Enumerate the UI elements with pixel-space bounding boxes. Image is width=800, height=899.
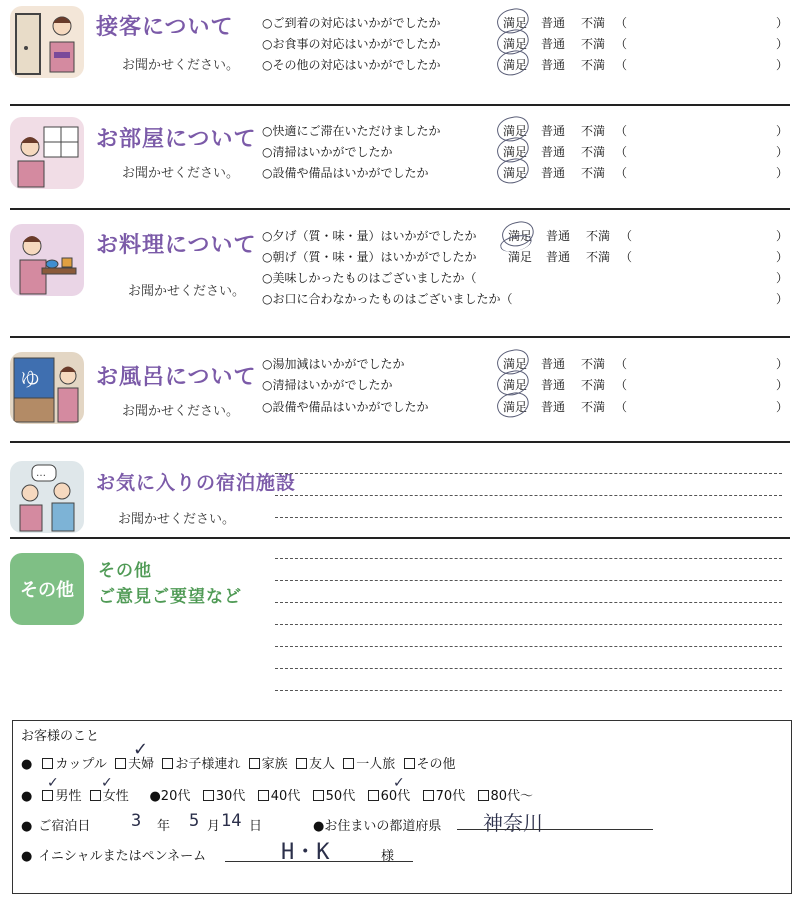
favorite-subtitle: お聞かせください。 xyxy=(118,512,236,527)
question-food-disliked: ○お口に合わなかったものはございましたか（ xyxy=(262,292,513,306)
rating-normal[interactable]: 普通 xyxy=(541,378,566,392)
couple-chatting-illustration xyxy=(10,461,84,533)
checkbox[interactable] xyxy=(258,790,269,801)
other-label-badge xyxy=(10,553,84,625)
checkbox[interactable] xyxy=(478,790,489,801)
checkbox[interactable] xyxy=(162,758,173,769)
customer-info-box xyxy=(12,720,792,894)
rating-normal[interactable]: 普通 xyxy=(541,357,566,371)
age-option[interactable]: 30代 xyxy=(203,789,246,804)
question-food-dinner: ○夕げ（質・味・量）はいかがでしたか xyxy=(262,229,477,243)
checkmark-couple: ✓ xyxy=(133,739,149,760)
age-option[interactable]: 80代～ xyxy=(478,789,534,804)
rating-unsatisfied[interactable]: 不満 xyxy=(581,124,606,138)
staff-at-door-illustration xyxy=(10,6,84,78)
stay-year-value[interactable]: 3 xyxy=(131,811,142,831)
rating-satisfied[interactable]: 満足 xyxy=(503,124,528,138)
year-label: 年 xyxy=(157,819,171,834)
rating-satisfied[interactable]: 満足 xyxy=(503,400,528,414)
open-paren: （ xyxy=(615,37,628,51)
other-title-line1: その他 xyxy=(98,561,152,581)
rating-unsatisfied[interactable]: 不満 xyxy=(581,378,606,392)
age-option[interactable]: 60代 xyxy=(368,789,411,804)
checkbox[interactable] xyxy=(249,758,260,769)
checkbox[interactable] xyxy=(42,790,53,801)
rating-normal[interactable]: 普通 xyxy=(541,16,566,30)
rating-unsatisfied[interactable]: 不満 xyxy=(581,400,606,414)
rating-normal[interactable]: 普通 xyxy=(541,58,566,72)
companion-option[interactable]: 一人旅 xyxy=(343,757,395,772)
answer-line[interactable] xyxy=(275,668,782,669)
close-paren: ） xyxy=(776,58,789,72)
close-paren: ） xyxy=(776,124,789,138)
checkbox[interactable] xyxy=(203,790,214,801)
close-paren: ） xyxy=(776,16,789,30)
rating-satisfied[interactable]: 満足 xyxy=(503,166,528,180)
favorite-title: お気に入りの宿泊施設 xyxy=(96,472,297,494)
bullet: ● xyxy=(21,789,33,804)
question-food-breakfast: ○朝げ（質・味・量）はいかがでしたか xyxy=(262,250,477,264)
rating-satisfied[interactable]: 満足 xyxy=(503,357,528,371)
open-paren: （ xyxy=(620,229,633,243)
divider xyxy=(10,208,790,210)
checkbox[interactable] xyxy=(423,790,434,801)
bullet: ● xyxy=(21,849,33,864)
companion-option[interactable]: 友人 xyxy=(296,757,335,772)
svg-text:…: … xyxy=(36,468,46,479)
name-underline xyxy=(225,861,413,862)
close-paren: ） xyxy=(776,292,789,306)
customer-heading: お客様のこと xyxy=(21,729,100,744)
rating-unsatisfied[interactable]: 不満 xyxy=(586,250,611,264)
checkbox[interactable] xyxy=(115,758,126,769)
name-row xyxy=(21,845,206,864)
close-paren: ） xyxy=(776,37,789,51)
close-paren: ） xyxy=(776,250,789,264)
open-paren: （ xyxy=(615,16,628,30)
question-room-comfort: ○快適にご滞在いただけましたか xyxy=(262,124,441,138)
divider xyxy=(10,104,790,106)
rating-normal[interactable]: 普通 xyxy=(546,229,571,243)
answer-line[interactable] xyxy=(275,558,782,559)
open-paren: （ xyxy=(615,124,628,138)
open-paren: （ xyxy=(615,145,628,159)
question-room-cleaning: ○清掃はいかがでしたか xyxy=(262,145,393,159)
prefecture-value[interactable]: 神奈川 xyxy=(483,811,543,835)
companion-option[interactable]: お子様連れ xyxy=(162,757,240,772)
close-paren: ） xyxy=(776,357,789,371)
stay-month-value[interactable]: 5 xyxy=(189,811,200,831)
checkbox[interactable] xyxy=(368,790,379,801)
answer-line[interactable] xyxy=(275,517,782,518)
food-subtitle: お聞かせください。 xyxy=(128,284,246,299)
question-bath-temperature: ○湯加減はいかがでしたか xyxy=(262,357,405,371)
checkmark-fifties: ✓ xyxy=(393,775,405,791)
close-paren: ） xyxy=(776,145,789,159)
question-room-facilities: ○設備や備品はいかがでしたか xyxy=(262,166,429,180)
checkbox[interactable] xyxy=(404,758,415,769)
rating-unsatisfied[interactable]: 不満 xyxy=(581,16,606,30)
answer-line[interactable] xyxy=(275,646,782,647)
rating-unsatisfied[interactable]: 不満 xyxy=(581,58,606,72)
rating-satisfied[interactable]: 満足 xyxy=(508,250,533,264)
question-service-arrival: ○ご到着の対応はいかがでしたか xyxy=(262,16,441,30)
close-paren: ） xyxy=(776,378,789,392)
close-paren: ） xyxy=(776,229,789,243)
answer-line[interactable] xyxy=(275,690,782,691)
bullet: ● xyxy=(21,757,33,772)
age-option[interactable]: 40代 xyxy=(258,789,301,804)
rating-normal[interactable]: 普通 xyxy=(541,124,566,138)
handwritten-circle-satisfied xyxy=(495,48,531,78)
companion-option[interactable]: その他 xyxy=(404,757,456,772)
gender-age-row xyxy=(21,785,533,804)
rating-unsatisfied[interactable]: 不満 xyxy=(581,357,606,371)
rating-satisfied[interactable]: 満足 xyxy=(508,229,533,243)
checkbox[interactable] xyxy=(296,758,307,769)
bath-curtain-illustration xyxy=(10,352,84,424)
divider xyxy=(10,336,790,338)
stay-label: ご宿泊日 xyxy=(38,819,91,834)
handwritten-circle-satisfied xyxy=(495,156,531,186)
age-option[interactable]: 50代 xyxy=(313,789,356,804)
rating-unsatisfied[interactable]: 不満 xyxy=(581,166,606,180)
bullet: ● xyxy=(21,819,33,834)
question-service-other: ○その他の対応はいかがでしたか xyxy=(262,58,441,72)
open-paren: （ xyxy=(620,250,633,264)
checkmark-female: ✓ xyxy=(101,775,113,791)
food-title: お料理について xyxy=(96,233,257,258)
question-bath-cleaning: ○清掃はいかがでしたか xyxy=(262,378,393,392)
other-title-line2: ご意見ご要望など xyxy=(98,587,242,607)
rating-unsatisfied[interactable]: 不満 xyxy=(581,145,606,159)
companion-option[interactable]: 家族 xyxy=(249,757,288,772)
room-title: お部屋について xyxy=(96,127,257,152)
close-paren: ） xyxy=(776,271,789,285)
checkbox[interactable] xyxy=(343,758,354,769)
rating-satisfied[interactable]: 満足 xyxy=(503,145,528,159)
prefecture-label: ●お住まいの都道府県 xyxy=(313,819,442,834)
gender-option[interactable]: 女性 xyxy=(90,789,129,804)
open-paren: （ xyxy=(615,378,628,392)
divider xyxy=(10,537,790,539)
prefecture-underline xyxy=(457,829,653,830)
svg-text:ゆ: ゆ xyxy=(20,367,40,391)
companion-option[interactable]: 夫婦 xyxy=(115,757,154,772)
rating-unsatisfied[interactable]: 不満 xyxy=(586,229,611,243)
answer-line[interactable] xyxy=(275,473,782,474)
companion-option[interactable]: カップル xyxy=(42,757,106,772)
rating-satisfied[interactable]: 満足 xyxy=(503,37,528,51)
answer-line[interactable] xyxy=(275,624,782,625)
open-paren: （ xyxy=(615,58,628,72)
rating-satisfied[interactable]: 満足 xyxy=(503,58,528,72)
bath-subtitle: お聞かせください。 xyxy=(122,404,240,419)
rating-satisfied[interactable]: 満足 xyxy=(503,16,528,30)
staff-in-room-illustration xyxy=(10,117,84,189)
stay-row xyxy=(21,815,90,834)
checkbox[interactable] xyxy=(90,790,101,801)
open-paren: （ xyxy=(615,357,628,371)
room-subtitle: お聞かせください。 xyxy=(122,166,240,181)
close-paren: ） xyxy=(776,400,789,414)
question-bath-facilities: ○設備や備品はいかがでしたか xyxy=(262,400,429,414)
open-paren: （ xyxy=(615,166,628,180)
bath-title: お風呂について xyxy=(96,365,257,390)
question-food-liked: ○美味しかったものはございましたか（ xyxy=(262,271,477,285)
checkmark-male: ✓ xyxy=(47,775,59,791)
stay-day-value[interactable]: 14 xyxy=(221,811,242,831)
answer-line[interactable] xyxy=(275,602,782,603)
gender-option[interactable]: 男性 xyxy=(42,789,81,804)
question-service-meal: ○お食事の対応はいかがでしたか xyxy=(262,37,441,51)
rating-normal[interactable]: 普通 xyxy=(541,400,566,414)
answer-line[interactable] xyxy=(275,580,782,581)
answer-line[interactable] xyxy=(275,495,782,496)
companion-row xyxy=(21,753,456,772)
divider xyxy=(10,441,790,443)
checkbox[interactable] xyxy=(42,758,53,769)
other-badge-label: その他 xyxy=(20,580,74,601)
name-label: イニシャルまたはペンネーム xyxy=(38,849,207,864)
service-title: 接客について xyxy=(96,15,234,40)
day-label: 日 xyxy=(249,819,263,834)
rating-satisfied[interactable]: 満足 xyxy=(503,378,528,392)
checkbox[interactable] xyxy=(313,790,324,801)
bullet: ● xyxy=(149,789,161,804)
age-option[interactable]: 70代 xyxy=(423,789,466,804)
staff-serving-food-illustration xyxy=(10,224,84,296)
handwritten-circle-satisfied xyxy=(495,390,531,420)
honorific-label: 様 xyxy=(381,849,395,864)
open-paren: （ xyxy=(615,400,628,414)
month-label: 月 xyxy=(207,819,221,834)
close-paren: ） xyxy=(776,166,789,180)
age-option[interactable]: 20代 xyxy=(160,789,191,804)
rating-unsatisfied[interactable]: 不満 xyxy=(581,37,606,51)
rating-normal[interactable]: 普通 xyxy=(546,250,571,264)
rating-normal[interactable]: 普通 xyxy=(541,37,566,51)
rating-normal[interactable]: 普通 xyxy=(541,145,566,159)
rating-normal[interactable]: 普通 xyxy=(541,166,566,180)
name-value[interactable]: H・K xyxy=(281,840,330,865)
service-subtitle: お聞かせください。 xyxy=(122,58,240,73)
